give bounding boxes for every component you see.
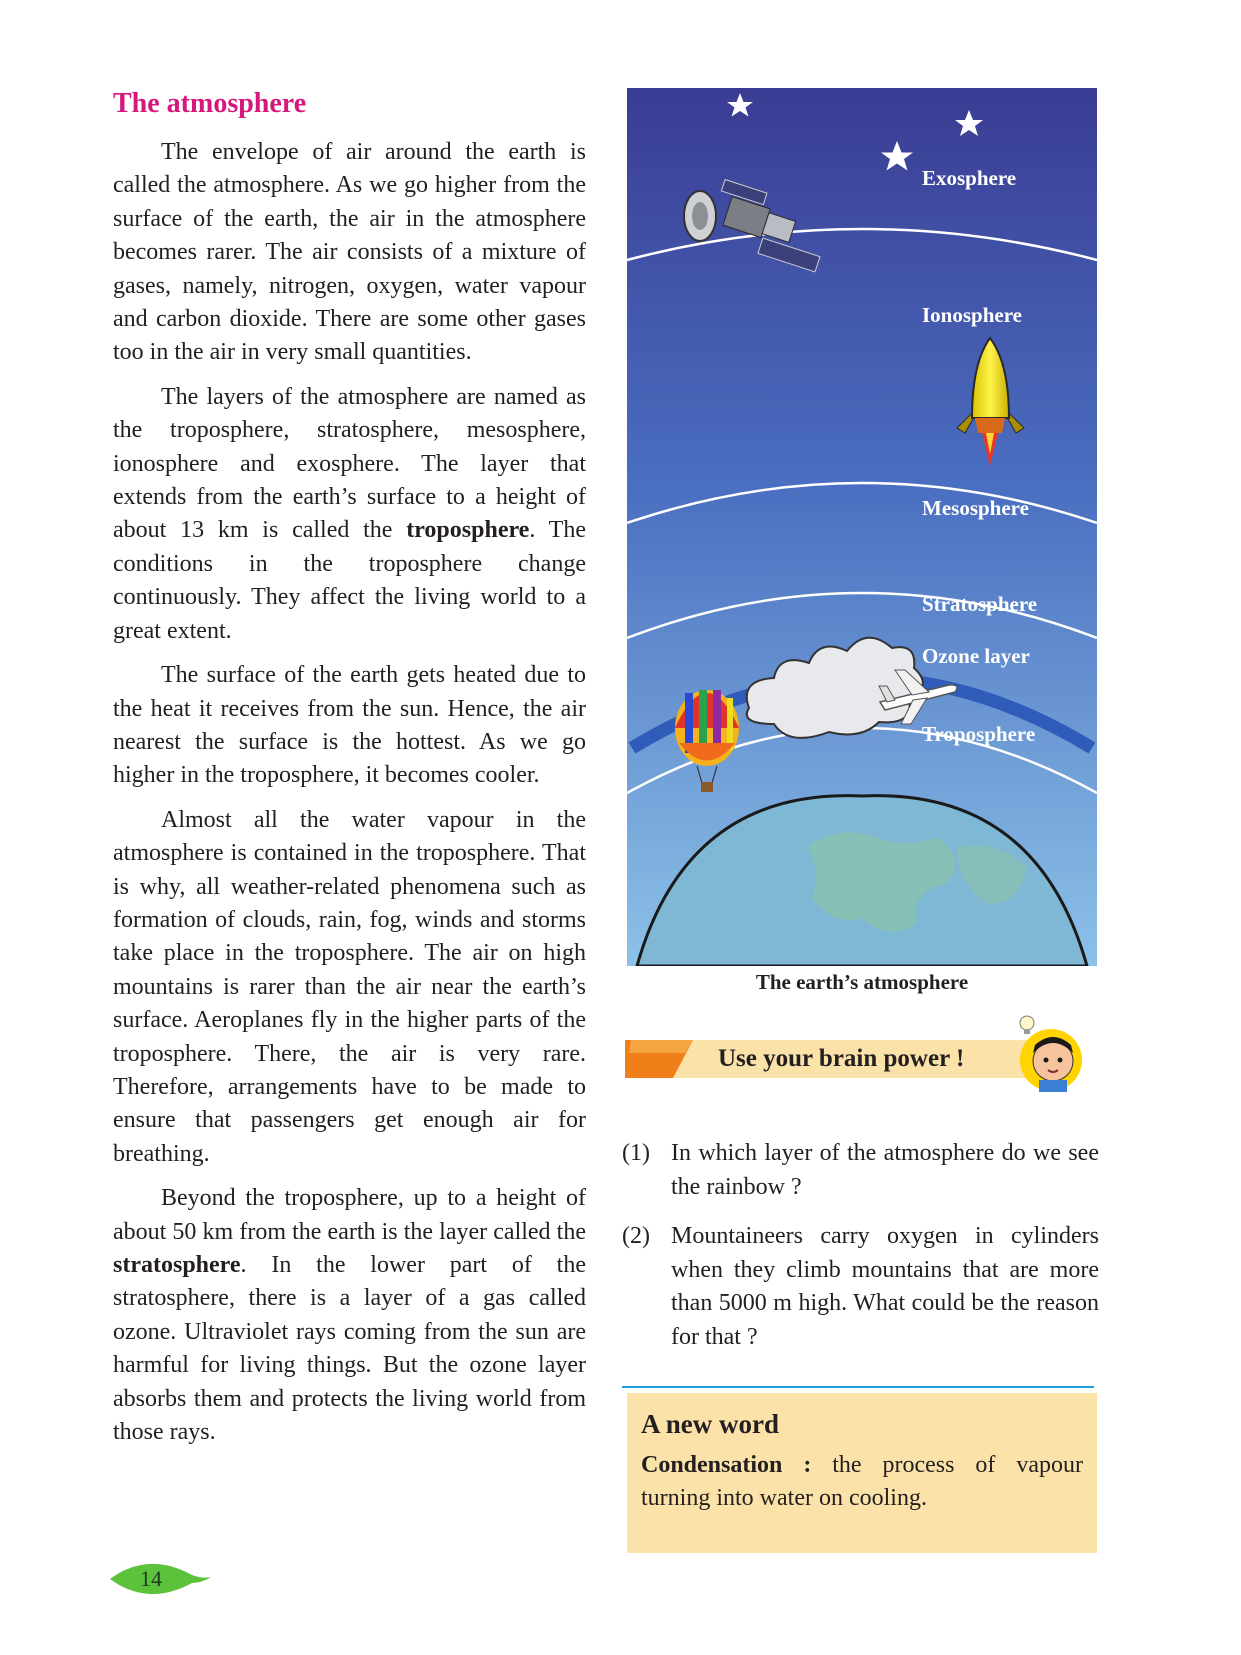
new-word-box xyxy=(627,1393,1097,1553)
paragraph: Almost all the water vapour in the atmosphere is contained in the troposphere. That is why, all weather-related phenomena such as formation of clouds, rain, fog, winds and storms take place in the troposphere. The air on high mountains is rarer than the air near the earth’s surface. Aeroplanes fly in the higher parts of the troposphere. There, the air is very rare. Therefore, arrangements have to be made to ensure that passengers get enough air for breathing. xyxy=(113,806,586,1167)
atmosphere-illustration xyxy=(627,88,1097,966)
brain-power-label: Use your brain power ! xyxy=(718,1045,965,1072)
page-number-badge xyxy=(108,1557,212,1601)
layer-label-ozone: Ozone layer xyxy=(922,644,1030,668)
figure-caption: The earth’s atmosphere xyxy=(755,970,969,994)
layer-label-exosphere: Exosphere xyxy=(922,166,1017,190)
layer-label-mesosphere: Mesosphere xyxy=(922,496,1029,520)
layer-label-ionosphere: Ionosphere xyxy=(922,303,1022,327)
body-text xyxy=(113,136,586,1460)
new-word-title: A new word xyxy=(641,1409,780,1439)
question-item xyxy=(622,1137,1099,1204)
section-divider xyxy=(622,1386,1094,1388)
question-item xyxy=(622,1220,1099,1354)
thinking-boy-icon xyxy=(1020,1029,1082,1092)
key-term: stratosphere xyxy=(113,1252,241,1278)
paragraph: The layers of the atmosphere are named as the troposphere, stratosphere, mesosphere, ionosphere and exosphere. The layer that extends from the earth’s surface to a height of about 13 km is called the troposphere. The conditions in the troposphere change continuously. They affect the living world to a great extent. xyxy=(113,383,586,644)
lightbulb-icon xyxy=(1020,1016,1034,1034)
key-term: troposphere xyxy=(406,517,530,544)
page-number: 14 xyxy=(140,1566,162,1591)
question-text: Mountaineers carry oxygen in cylinders when they climb mountains that are more than 5000 m high. What could be the reason for that ? xyxy=(671,1223,1099,1350)
section-heading: The atmosphere xyxy=(113,88,307,119)
layer-label-troposphere: Troposphere xyxy=(922,722,1036,746)
layer-label-stratosphere: Stratosphere xyxy=(922,592,1038,616)
question-text: In which layer of the atmosphere do we see the rainbow ? xyxy=(671,1140,1099,1200)
paragraph: Beyond the troposphere, up to a height of about 50 km from the earth is the layer called the stratosphere. In the lower part of the stratosphere, there is a layer of a gas called ozone. Ultraviolet rays coming from the sun are harmful for living things. But the ozone layer absorbs them and protects the living world from those rays. xyxy=(113,1185,586,1446)
paragraph: The surface of the earth gets heated due to the heat it receives from the sun. Hence, the air nearest the surface is the hottest. As we go higher in the troposphere, it becomes cooler. xyxy=(113,662,586,789)
new-word-definition: Condensation : the process of vapour turning into water on cooling. xyxy=(641,1452,1083,1511)
question-number: (1) xyxy=(622,1140,650,1166)
question-list xyxy=(622,1137,1099,1370)
paragraph: The envelope of air around the earth is called the atmosphere. As we go higher from the surface of the earth, the air in the atmosphere becomes rarer. The air consists of a mixture of gases, namely, nitrogen, oxygen, water vapour and carbon dioxide. There are some other gases too in the air in very small quantities. xyxy=(113,139,586,366)
question-number: (2) xyxy=(622,1223,650,1249)
new-word-term: Condensation : xyxy=(641,1452,812,1478)
